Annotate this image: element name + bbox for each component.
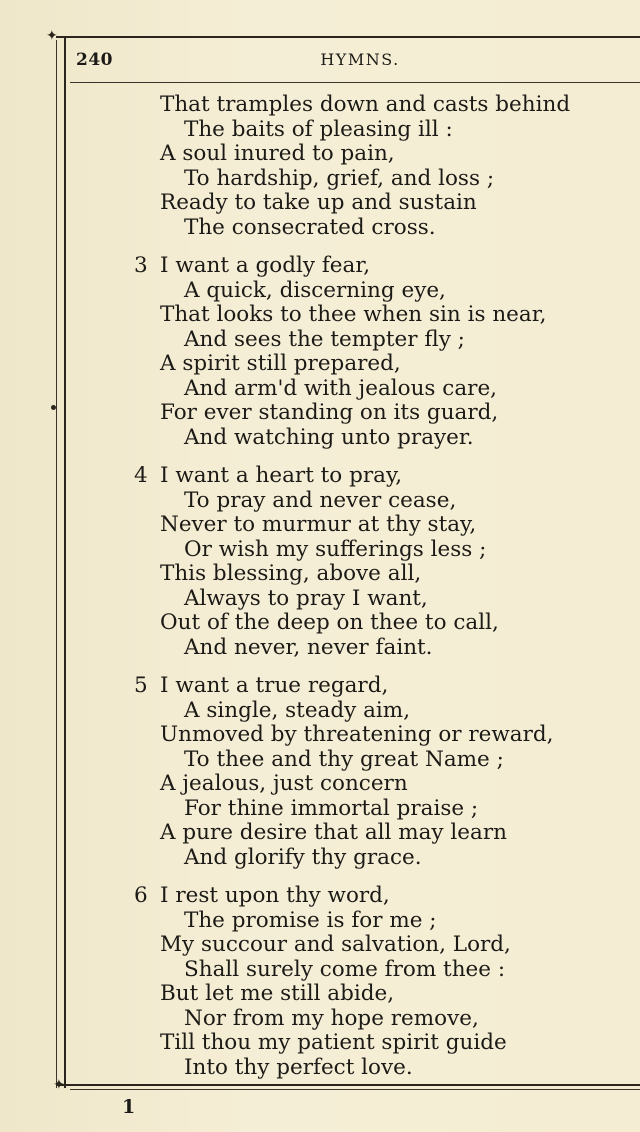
stanza: [0, 464, 640, 660]
running-head: HYMNS.: [320, 50, 400, 69]
verse-line-text: A spirit still prepared,: [160, 351, 401, 376]
header-rule: [70, 82, 640, 83]
corner-ornament-icon: ✦: [53, 1077, 65, 1093]
verse-line-text: A quick, discerning eye,: [184, 277, 446, 303]
verse-line: [0, 279, 640, 304]
verse-line-text: But let me still abide,: [160, 981, 395, 1006]
verse-line: [0, 118, 640, 143]
verse-line-text: And never, never faint.: [184, 634, 433, 660]
verse-line: [0, 1056, 640, 1081]
verse-line: [0, 723, 640, 748]
verse-line: [0, 636, 640, 661]
verse-line: [0, 797, 640, 822]
verse-line: [0, 772, 640, 797]
stanza: [0, 884, 640, 1080]
verse-line: [0, 489, 640, 514]
verse-line: [0, 884, 640, 909]
verse-line: [0, 216, 640, 241]
verse-line-text: I rest upon thy word,: [160, 883, 390, 908]
verse-line: [0, 254, 640, 279]
verse-line: [0, 699, 640, 724]
verse-line: [0, 401, 640, 426]
verse-line: [0, 958, 640, 983]
signature-mark: 1: [122, 1096, 136, 1118]
verse-line-text: And glorify thy grace.: [184, 844, 422, 870]
verse-line: [0, 1007, 640, 1032]
verse-line-text: Into thy perfect love.: [184, 1054, 413, 1080]
verse-line-text: Ready to take up and sustain: [160, 190, 477, 215]
verse-line-text: I want a godly fear,: [160, 253, 371, 278]
corner-ornament-icon: ✦: [46, 28, 58, 44]
verse-line-text: I want a true regard,: [160, 673, 389, 698]
top-border-rule: [56, 36, 640, 38]
verse-line-text: A soul inured to pain,: [160, 141, 395, 166]
stanza: [0, 93, 640, 240]
verse-line: [0, 982, 640, 1007]
verse-line-text: I want a heart to pray,: [160, 463, 403, 488]
verse-line-text: Nor from my hope remove,: [184, 1005, 479, 1031]
verse-line-text: Unmoved by threatening or reward,: [160, 722, 554, 747]
verse-line: [0, 846, 640, 871]
verse-line: [0, 426, 640, 451]
stanza: [0, 254, 640, 450]
verse-line: [0, 377, 640, 402]
verse-line-text: The baits of pleasing ill :: [184, 116, 453, 142]
verse-line: [0, 933, 640, 958]
verse-line: [0, 538, 640, 563]
verse-line-text: The promise is for me ;: [184, 907, 437, 933]
verse-line-text: This blessing, above all,: [160, 561, 422, 586]
stanza-number: 6: [134, 883, 148, 908]
verse-line: [0, 1031, 640, 1056]
verse-line: [0, 821, 640, 846]
verse-line-text: And sees the tempter fly ;: [184, 326, 465, 352]
verse-line-text: To hardship, grief, and loss ;: [184, 165, 495, 191]
verse-line-text: To thee and thy great Name ;: [184, 746, 504, 772]
verse-line: [0, 909, 640, 934]
stanza: [0, 674, 640, 870]
verse-line: [0, 611, 640, 636]
verse-line-text: For ever standing on its guard,: [160, 400, 499, 425]
verse-line-text: Till thou my patient spirit guide: [160, 1030, 507, 1055]
verse-line-text: That tramples down and casts behind: [160, 92, 571, 117]
verse-line: [0, 93, 640, 118]
verse-line-text: And arm'd with jealous care,: [184, 375, 497, 401]
verse-line: [0, 167, 640, 192]
verse-line-text: Out of the deep on thee to call,: [160, 610, 499, 635]
verse-line: [0, 587, 640, 612]
verse-line: [0, 464, 640, 489]
hymn-text: [0, 93, 640, 1094]
verse-line: [0, 328, 640, 353]
verse-line: [0, 352, 640, 377]
verse-line-text: And watching unto prayer.: [184, 424, 474, 450]
verse-line-text: For thine immortal praise ;: [184, 795, 479, 821]
verse-line-text: The consecrated cross.: [184, 214, 436, 240]
stanza-number: 5: [134, 673, 148, 698]
verse-line-text: A single, steady aim,: [184, 697, 411, 723]
verse-line-text: Or wish my sufferings less ;: [184, 536, 487, 562]
verse-line: [0, 748, 640, 773]
verse-line: [0, 303, 640, 328]
verse-line-text: Always to pray I want,: [184, 585, 428, 611]
verse-line: [0, 191, 640, 216]
verse-line-text: To pray and never cease,: [184, 487, 457, 513]
page-number: 240: [76, 50, 113, 70]
verse-line: [0, 674, 640, 699]
verse-line-text: Shall surely come from thee :: [184, 956, 506, 982]
verse-line: [0, 142, 640, 167]
verse-line: [0, 513, 640, 538]
verse-line-text: A jealous, just concern: [160, 771, 408, 796]
verse-line-text: That looks to thee when sin is near,: [160, 302, 547, 327]
stanza-number: 4: [134, 463, 148, 488]
verse-line-text: My succour and salvation, Lord,: [160, 932, 511, 957]
verse-line-text: Never to murmur at thy stay,: [160, 512, 477, 537]
verse-line-text: A pure desire that all may learn: [160, 820, 507, 845]
verse-line: [0, 562, 640, 587]
stanza-number: 3: [134, 253, 148, 278]
